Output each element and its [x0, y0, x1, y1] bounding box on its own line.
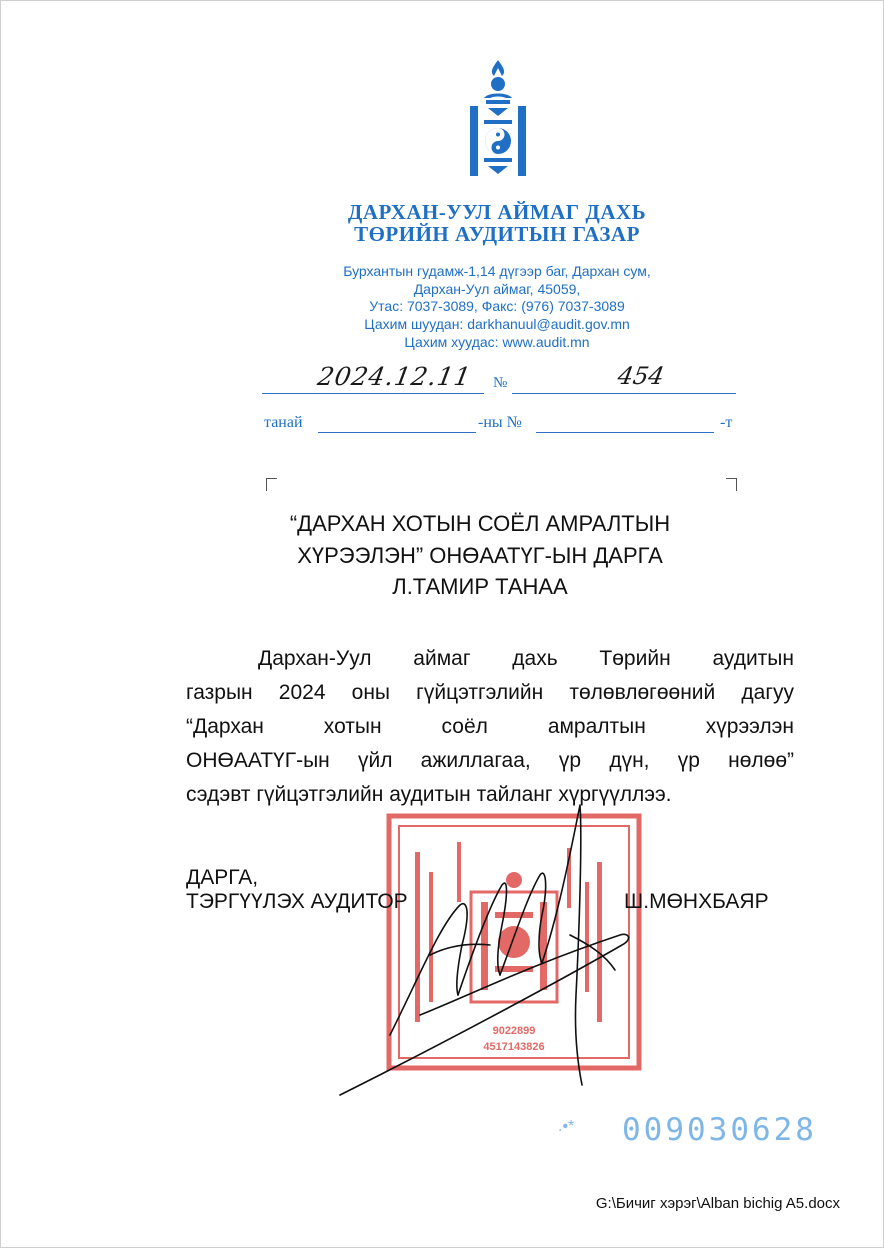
- addressee-line3: Л.ТАМИР ТАНАА: [392, 574, 568, 599]
- number-sign: №: [493, 375, 508, 391]
- body-line: газрын 2024 оны гүйцэтгэлийн төлөвлөгөөний дагуу: [186, 681, 794, 704]
- org-name-line2: ТӨРИЙН АУДИТЫН ГАЗАР: [354, 222, 640, 246]
- email-line: Цахим шуудан: darkhanuul@audit.gov.mn: [364, 316, 630, 332]
- phone-fax-line: Утас: 7037-3089, Факс: (976) 7037-3089: [369, 298, 625, 314]
- date-underline: [262, 393, 484, 394]
- serial-number: 009030628: [622, 1112, 817, 1148]
- stamp-code2: 4517143826: [483, 1041, 545, 1053]
- org-name-line1: ДАРХАН-УУЛ АЙМАГ ДАХЬ: [347, 200, 647, 224]
- soyombo-emblem: [466, 58, 530, 182]
- serial-mark-icon: .•*: [558, 1118, 575, 1135]
- addressee-line2: ХҮРЭЭЛЭН” ОНӨААТҮГ-ЫН ДАРГА: [297, 543, 663, 568]
- signatory-title2: ТЭРГҮҮЛЭХ АУДИТОР: [186, 890, 408, 913]
- yours-label: танай: [264, 414, 303, 431]
- number-underline: [512, 393, 736, 394]
- addressee-corner-right: [726, 478, 737, 491]
- signatory-name: Ш.МӨНХБАЯР: [624, 890, 769, 913]
- letter-body: [186, 642, 794, 812]
- addressee-corner-left: [266, 478, 277, 491]
- handwritten-doc-number: 454: [615, 362, 667, 390]
- addressee-line1: “ДАРХАН ХОТЫН СОЁЛ АМРАЛТЫН: [289, 511, 671, 536]
- stamp-code1: 9022899: [492, 1025, 536, 1037]
- yours-date-underline: [318, 432, 476, 433]
- address-line: Дархан-Уул аймаг, 45059,: [413, 281, 581, 297]
- body-line: сэдэвт гүйцэтгэлийн аудитын тайланг хүргүүллээ.: [186, 783, 672, 806]
- website-line: Цахим хуудас: www.audit.mn: [404, 334, 590, 350]
- yours-number-label: -ны №: [478, 414, 522, 431]
- footer-file-path: G:\Бичиг хэрэг\Alban bichig A5.docx: [595, 1195, 840, 1212]
- t-label: -т: [720, 414, 733, 431]
- body-line: “Дархан хотын соёл амралтын хүрээлэн: [186, 715, 794, 738]
- address-line: Бурхантын гудамж-1,14 дүгээр баг, Дархан сум,: [343, 263, 651, 279]
- yours-number-underline: [536, 432, 714, 433]
- body-line: Дархан-Уул аймаг дахь Төрийн аудитын: [258, 647, 794, 670]
- handwritten-signature: [330, 795, 660, 1100]
- handwritten-date: 2024.12.11: [315, 362, 474, 391]
- body-line: ОНӨААТҮГ-ын үйл ажиллагаа, үр дүн, үр нөлөө”: [186, 749, 794, 772]
- signatory-title1: ДАРГА,: [186, 866, 259, 889]
